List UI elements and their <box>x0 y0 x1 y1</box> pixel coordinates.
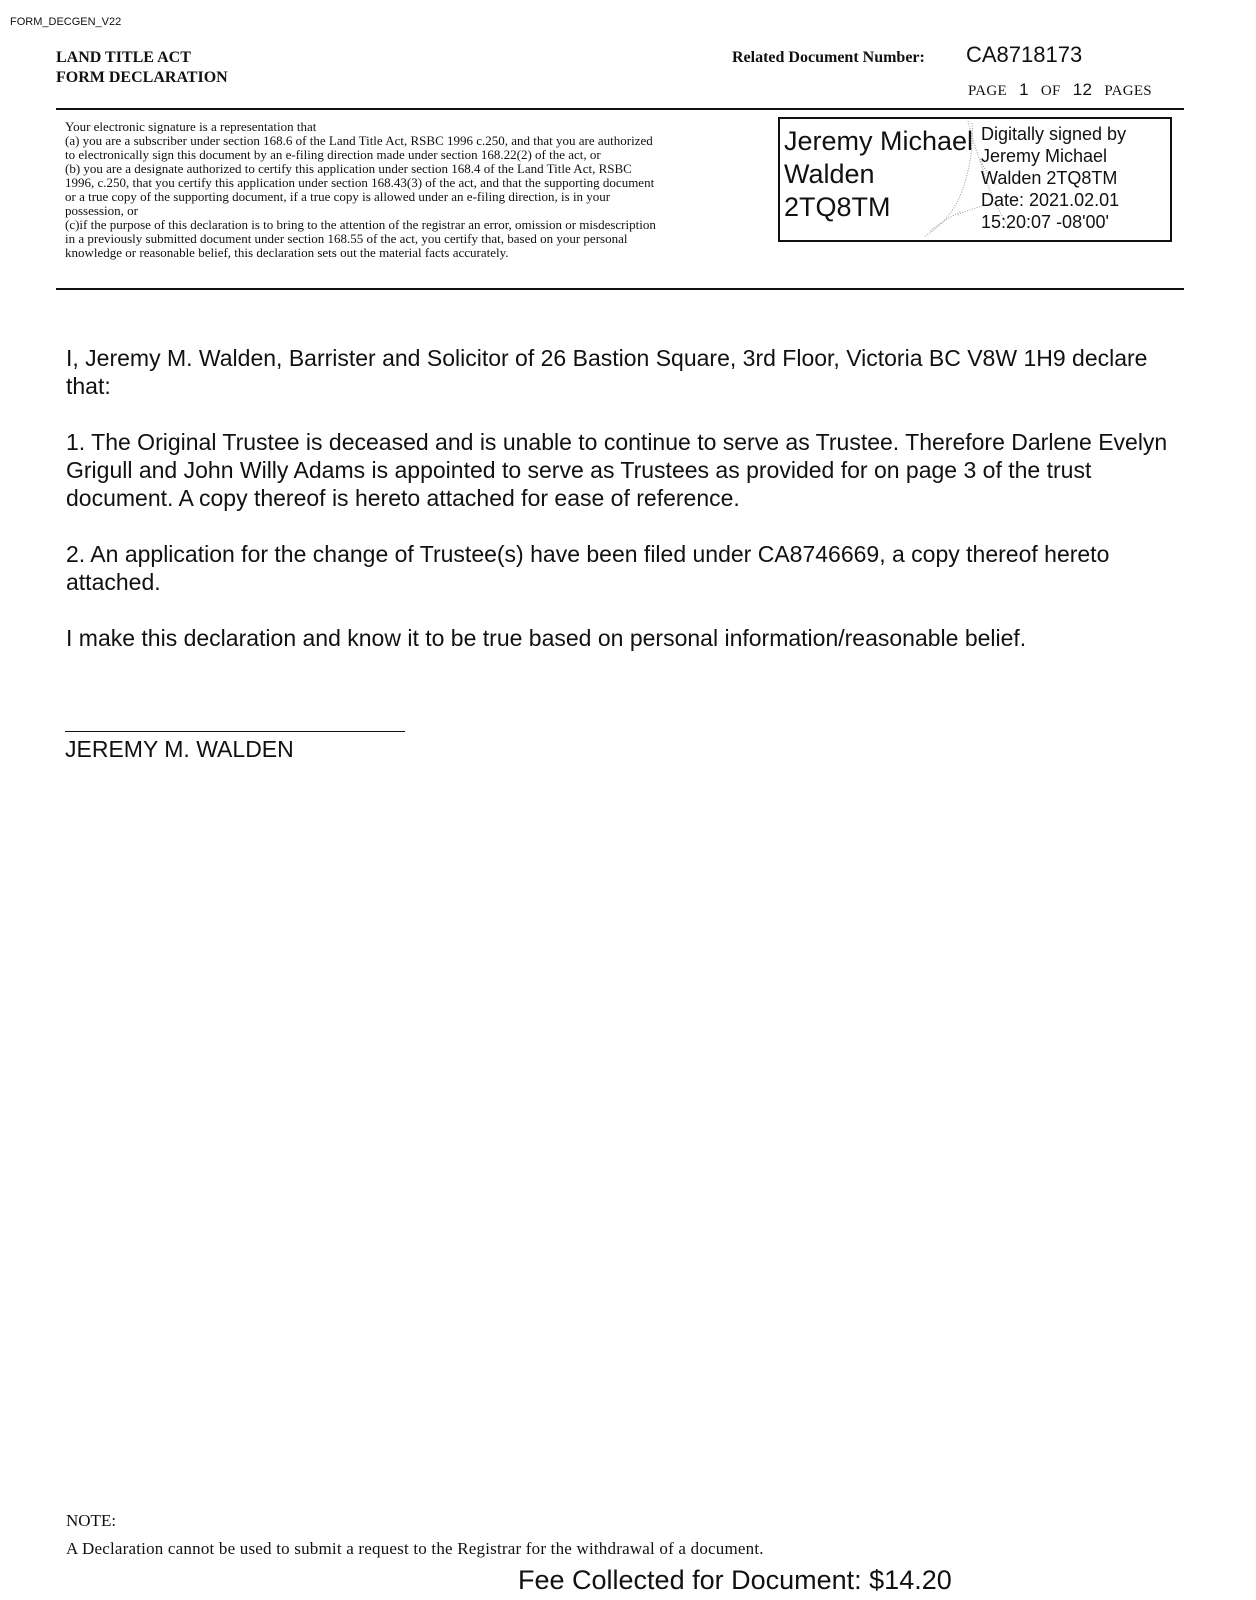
header-rule-top <box>56 108 1184 110</box>
related-document-label: Related Document Number: <box>732 49 925 66</box>
signature-line <box>65 731 405 732</box>
form-title <box>56 48 228 88</box>
signer-name-line: Jeremy Michael <box>784 126 974 156</box>
esig-line: (a) you are a subscriber under section 168.6 of the Land Title Act, RSBC 1996 c.250, and that you are authorized <box>65 133 653 148</box>
esig-line: 1996, c.250, that you certify this application under section 168.43(3) of the act, and that the supporting document <box>65 175 655 190</box>
signer-name-line: 2TQ8TM <box>784 192 891 222</box>
esig-line: to electronically sign this document by an e-filing direction made under section 168.22(2) of the act, or <box>65 147 601 162</box>
signer-name-line: Walden <box>784 159 875 189</box>
signer-name-large <box>784 125 973 224</box>
page-word: PAGE <box>968 83 1007 99</box>
declaration-item-2: 2. An application for the change of Trustee(s) have been filed under CA8746669, a copy thereof hereto attached. <box>66 541 1110 595</box>
esig-line: in a previously submitted document under section 168.55 of the act, you certify that, based on your personal <box>65 231 628 246</box>
form-code: FORM_DECGEN_V22 <box>10 16 122 28</box>
signature-detail-line: Walden 2TQ8TM <box>981 168 1118 188</box>
esig-line: (c)if the purpose of this declaration is to bring to the attention of the registrar an error, omission or misdescription <box>65 217 656 232</box>
signer-name: JEREMY M. WALDEN <box>65 736 294 762</box>
signature-detail-line: Jeremy Michael <box>981 146 1108 166</box>
pages-word: PAGES <box>1104 83 1152 99</box>
fee-collected: Fee Collected for Document: $14.20 <box>518 1565 952 1595</box>
note-label: NOTE: <box>66 1511 117 1530</box>
page-indicator <box>968 80 1152 100</box>
esig-line: (b) you are a designate authorized to certify this application under section 168.4 of the Land Title Act, RSBC <box>65 161 632 176</box>
esig-line: Your electronic signature is a representation that <box>65 119 317 134</box>
page-total: 12 <box>1072 80 1093 99</box>
esig-line: knowledge or reasonable belief, this declaration sets out the material facts accurately. <box>65 245 509 260</box>
signature-details <box>981 123 1126 233</box>
esig-line: or a true copy of the supporting document, if a true copy is allowed under an e-filing direction, is in your <box>65 189 611 204</box>
electronic-signature-statement <box>65 120 765 260</box>
act-name: LAND TITLE ACT <box>56 49 191 66</box>
page-number: 1 <box>1019 80 1029 99</box>
related-document-number: CA8718173 <box>966 42 1083 67</box>
declaration-item-1: 1. The Original Trustee is deceased and is unable to continue to serve as Trustee. Therefore Darlene Evelyn Grigull and John Willy Adams is appointed to serve as Trustees as provided for on page 3 of the trust document. A copy thereof is hereto attached for ease of reference. <box>66 429 1168 511</box>
signature-detail-line: Date: 2021.02.01 <box>981 190 1120 210</box>
digital-signature-box[interactable] <box>778 117 1172 242</box>
form-name: FORM DECLARATION <box>56 69 228 86</box>
esig-line: possession, or <box>65 203 138 218</box>
signature-detail-line: 15:20:07 -08'00' <box>981 212 1109 232</box>
note-text: A Declaration cannot be used to submit a request to the Registrar for the withdrawal of a document. <box>66 1539 764 1558</box>
closing-statement: I make this declaration and know it to be true based on personal information/reasonable belief. <box>66 625 1027 651</box>
of-word: OF <box>1040 83 1061 99</box>
declarant-statement: I, Jeremy M. Walden, Barrister and Solicitor of 26 Bastion Square, 3rd Floor, Victoria BC V8W 1H9 declare that: <box>66 345 1148 399</box>
signature-detail-line: Digitally signed by <box>981 124 1127 144</box>
header-rule-bottom <box>56 288 1184 290</box>
